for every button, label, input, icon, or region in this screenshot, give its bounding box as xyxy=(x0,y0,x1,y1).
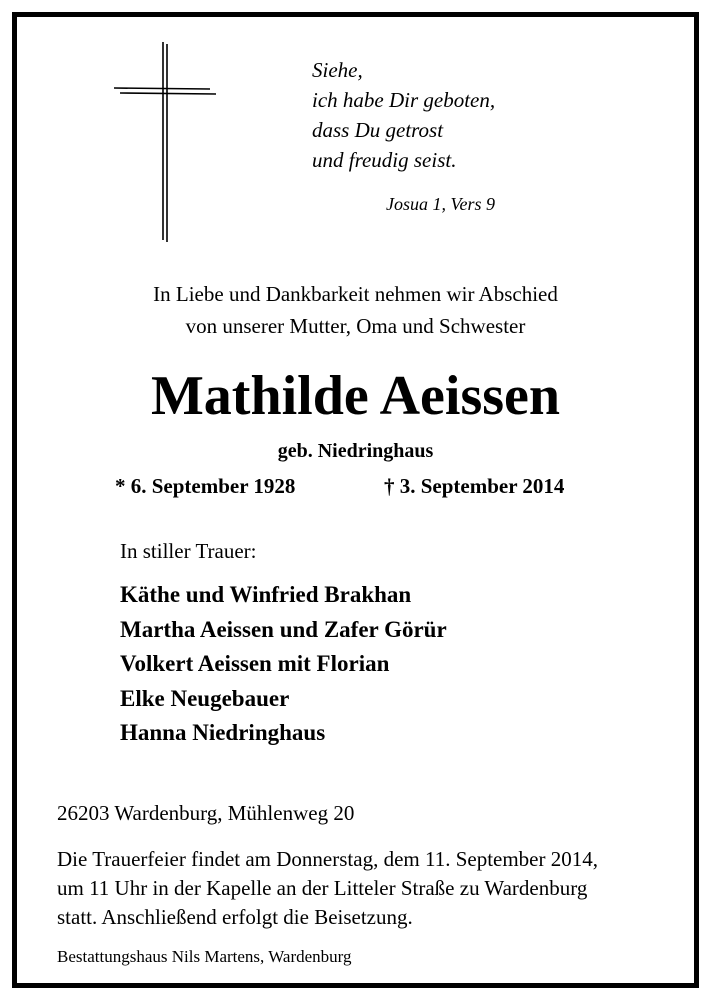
maiden-name: geb. Niedringhaus xyxy=(277,440,434,462)
mourners-list xyxy=(120,578,447,751)
service-line: um 11 Uhr in der Kapelle an der Litteler Straße zu Wardenburg xyxy=(57,876,588,900)
deceased-name: Mathilde Aeissen xyxy=(150,365,561,427)
verse-line: dass Du getrost xyxy=(312,118,444,142)
death-date: † 3. September 2014 xyxy=(384,474,565,498)
address: 26203 Wardenburg, Mühlenweg 20 xyxy=(57,801,355,825)
mourning-label: In stiller Trauer: xyxy=(120,539,257,563)
mourner-name: Käthe und Winfried Brakhan xyxy=(120,582,412,607)
verse-line: Siehe, xyxy=(312,58,363,82)
mourner-name: Martha Aeissen und Zafer Görür xyxy=(120,616,447,642)
mourner-name: Hanna Niedringhaus xyxy=(120,720,326,745)
birth-date: * 6. September 1928 xyxy=(115,474,296,498)
undertaker: Bestattungshaus Nils Martens, Wardenburg xyxy=(57,947,352,966)
cross-icon xyxy=(112,40,222,250)
intro-line-2: von unserer Mutter, Oma und Schwester xyxy=(185,314,526,338)
mourner-name: Elke Neugebauer xyxy=(120,685,290,711)
service-line: statt. Anschließend erfolgt die Beisetzung. xyxy=(57,905,413,929)
service-line: Die Trauerfeier findet am Donnerstag, dem 11. September 2014, xyxy=(57,847,598,871)
mourner-name: Volkert Aeissen mit Florian xyxy=(120,651,390,676)
verse-line: und freudig seist. xyxy=(312,148,457,172)
bible-verse xyxy=(312,55,495,175)
funeral-service-info xyxy=(57,845,598,932)
verse-line: ich habe Dir geboten, xyxy=(312,88,496,112)
intro-line-1: In Liebe und Dankbarkeit nehmen wir Abschied xyxy=(153,282,558,306)
verse-reference: Josua 1, Vers 9 xyxy=(386,194,495,214)
